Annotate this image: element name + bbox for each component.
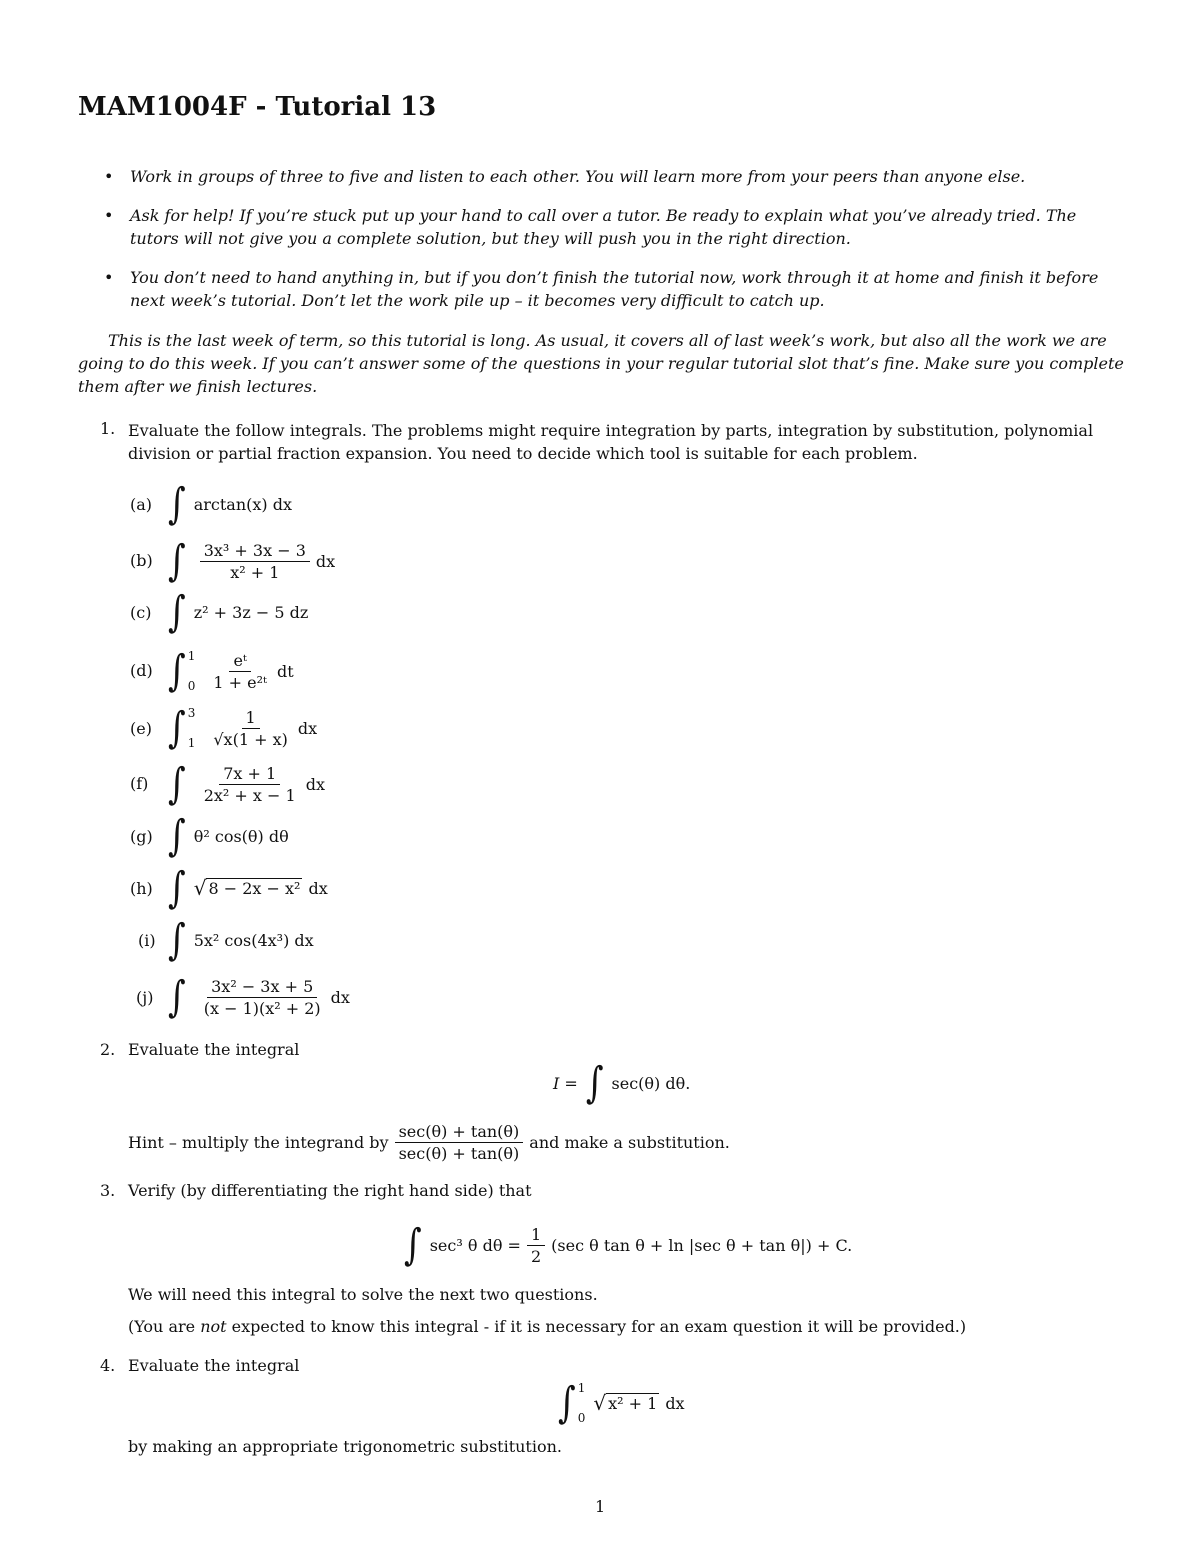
equation-rhs: (sec θ tan θ + ln |sec θ + tan θ|) + C. [551,1235,853,1255]
integral-d [168,646,294,696]
part-label: (i) [138,931,156,950]
radicand: 8 − 2x − x² [208,879,301,898]
integral-sign-icon: ∫ [168,759,186,809]
integral-j [168,972,350,1022]
integral-e [168,703,317,753]
bullet-dot-icon: • [104,206,114,225]
hint-text: and make a substitution. [529,1132,730,1152]
emphasis: not [200,1317,227,1336]
hint-text: Hint – multiply the integrand by [128,1132,389,1152]
integrand: sec(θ) dθ. [611,1073,691,1093]
note-part: expected to know this integral - if it is necessary for an exam question it will be provided.) [226,1317,967,1336]
integral-sign-icon: ∫ [168,587,186,637]
bullet-dot-icon: • [104,268,114,287]
fraction [527,1225,545,1266]
integral-sign-icon: ∫ [585,1058,604,1108]
upper-limit: 3 [187,706,196,720]
numerator: 3x³ + 3x − 3 [200,541,310,562]
differential: dx [305,774,325,794]
note-text: We will need this integral to solve the next two questions. [128,1285,598,1304]
integral-sign-icon: ∫ [168,863,186,913]
part-label: (j) [136,988,154,1007]
fraction [200,977,325,1018]
question-number: 4. [100,1356,116,1375]
numerator: eᵗ [229,651,250,672]
integral-c [168,587,309,637]
bullet-text: Ask for help! If you’re stuck put up your hand to call over a tutor. Be ready to explain what you’ve already tried. The tutors will not give you a complete solution, but they will push you in the right direction. [130,206,1077,248]
intro-paragraph: This is the last week of term, so this tutorial is long. As usual, it covers all of last week’s work, but also all the work we are going to do this week. If you can’t answer some of the questions in your regular tutorial slot that’s fine. Make sure you complete them after we finish lectures. [78,331,1124,396]
numerator: 1 [242,708,260,729]
part-label: (d) [130,661,153,680]
question-text: Evaluate the integral [128,1040,300,1059]
part-label: (b) [130,551,153,570]
differential: dx [297,718,318,738]
integral-sign-icon: ∫ [168,972,186,1022]
question-number: 2. [100,1040,116,1059]
integrand: z² + 3z − 5 dz [193,602,309,622]
note-text [128,1317,966,1336]
question-text: by making an appropriate trigonometric substitution. [128,1437,562,1456]
differential: dx [315,551,336,571]
integral-g [168,811,289,861]
denominator: 2 [530,1246,542,1266]
integral-sign-icon: ∫ [168,536,186,586]
fraction [200,764,300,805]
radical-icon: √ [593,1391,607,1415]
hint-line [128,1117,730,1167]
numerator: 1 [527,1225,545,1246]
denominator: (x − 1)(x² + 2) [203,998,321,1018]
page-number: 1 [595,1497,606,1516]
numerator: 3x² − 3x + 5 [207,977,317,998]
integral-sign-icon: ∫ [168,703,186,753]
question-text: Evaluate the integral [128,1356,300,1375]
integral-sign-icon: ∫ [404,1220,422,1270]
bullet-item [104,204,1124,250]
integral-sign-icon: ∫ [168,811,186,861]
part-label: (g) [130,827,153,846]
integral-sec-cubed [404,1220,852,1270]
differential: dx [665,1393,685,1413]
integral-sign-icon: ∫ [168,915,186,965]
differential: dx [330,987,350,1007]
fraction [395,1122,524,1163]
integrand: θ² cos(θ) dθ [193,826,289,846]
part-label: (c) [130,603,152,622]
numerator: sec(θ) + tan(θ) [395,1122,524,1143]
integral-f [168,759,325,809]
denominator: 2x² + x − 1 [203,785,296,805]
part-label: (e) [130,719,152,738]
integral-limits [188,649,196,693]
denominator: sec(θ) + tan(θ) [398,1143,520,1163]
lower-limit: 0 [187,679,196,693]
integral-b [168,536,335,586]
question-text: Evaluate the follow integrals. The problems might require integration by parts, integration by substitution, polynomial division or partial fraction expansion. You need to decide which tool is suitable for each problem. [128,421,1094,463]
upper-limit: 1 [187,649,196,663]
integrand: 5x² cos(4x³) dx [193,930,314,950]
denominator: x² + 1 [230,562,280,582]
bullet-text: Work in groups of three to five and listen to each other. You will learn more from your peers than anyone else. [130,167,1026,186]
upper-limit: 1 [577,1381,586,1395]
radical-icon: √ [193,876,207,900]
integrand: arctan(x) dx [193,494,292,514]
differential: dx [308,878,328,898]
square-root [593,1393,659,1413]
integral-i [168,915,314,965]
bullet-item [104,266,1124,312]
integral-limits [578,1381,586,1425]
integral-sign-icon: ∫ [168,479,186,529]
fraction [200,541,310,582]
fraction [209,651,271,692]
part-label: (a) [130,495,153,514]
page-title: MAM1004F - Tutorial 13 [78,92,437,122]
display-lhs: I = [553,1073,578,1093]
numerator: 7x + 1 [219,764,280,785]
part-label: (h) [130,879,153,898]
question-number: 1. [100,419,116,438]
denominator: √x(1 + x) [213,729,288,749]
denominator: 1 + e²ᵗ [213,672,267,692]
integral-limits [188,706,196,750]
differential: dt [276,661,294,681]
question-text: Verify (by differentiating the right hand side) that [128,1181,532,1200]
integral-h [168,863,328,913]
bullet-item [104,165,1124,188]
integral-a [168,479,292,529]
integral-sqrt [558,1378,685,1428]
lower-limit: 0 [577,1411,586,1425]
integral-sign-icon: ∫ [558,1378,576,1428]
integral-sec [553,1058,691,1108]
question-number: 3. [100,1181,116,1200]
integral-sign-icon: ∫ [168,646,186,696]
part-label: (f) [130,774,149,793]
square-root [194,878,303,898]
fraction [209,708,291,749]
bullet-dot-icon: • [104,167,114,186]
equation-lhs: sec³ θ dθ = [429,1235,521,1255]
bullet-text: You don’t need to hand anything in, but if you don’t finish the tutorial now, work through it at home and finish it before next week’s tutorial. Don’t let the work pile up – it becomes very difficult to catch up. [130,268,1099,310]
note-part: (You are [128,1317,201,1336]
radicand: x² + 1 [608,1394,658,1413]
lower-limit: 1 [187,736,196,750]
